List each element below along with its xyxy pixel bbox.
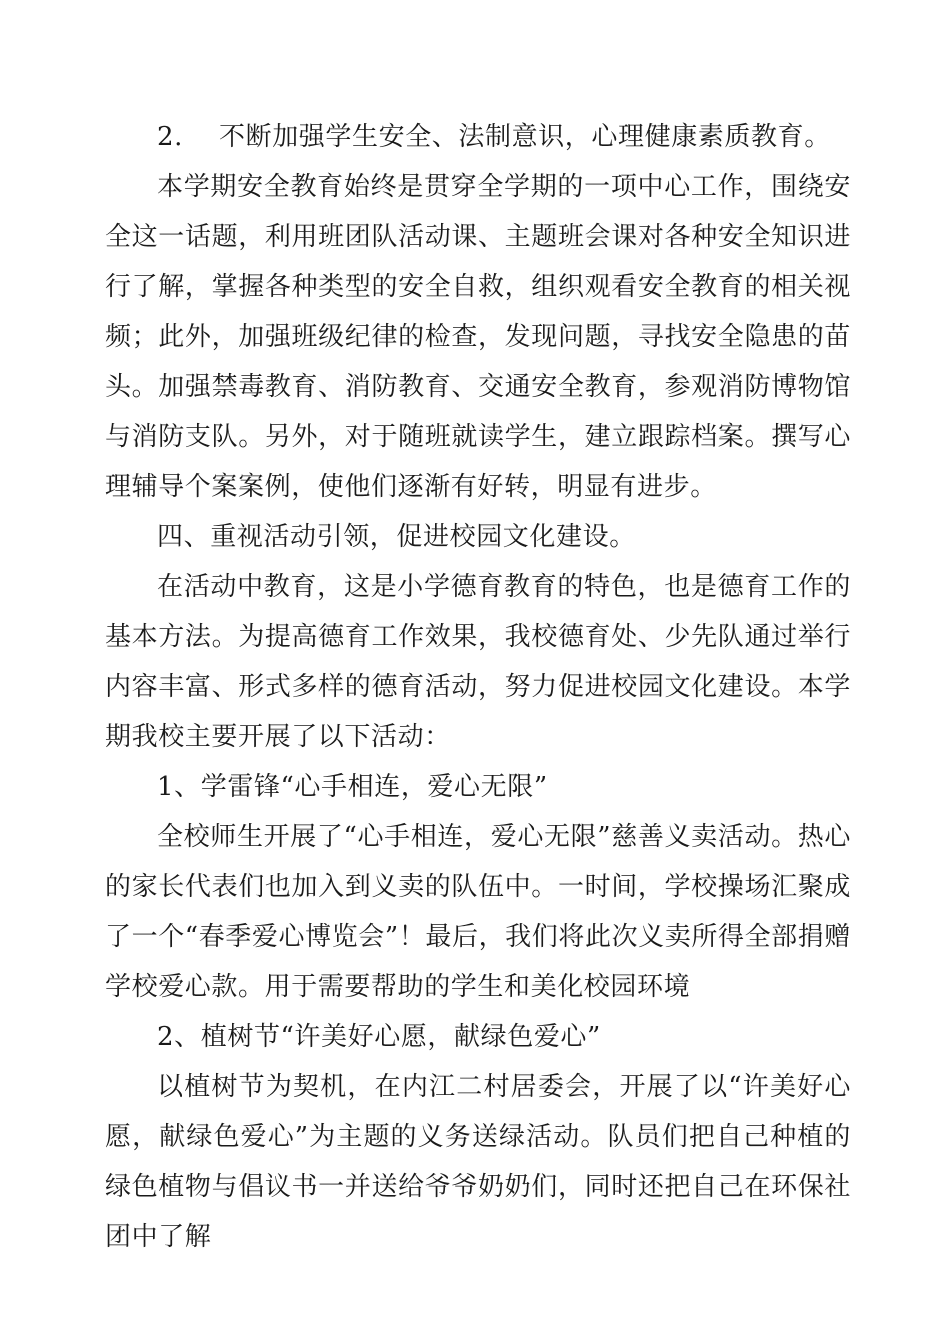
paragraph-tree-planting: 以植树节为契机，在内江二村居委会，开展了以“许美好心愿，献绿色爱心”为主题的义务送绿活动。队员们把自己种植的绿色植物与倡议书一并送给爷爷奶奶们，同时还把自己在环保社团中了解 xyxy=(105,1072,851,1252)
paragraph-activity-education: 在活动中教育，这是小学德育教育的特色，也是德育工作的基本方法。为提高德育工作效果，我校德育处、少先队通过举行内容丰富、形式多样的德育活动，努力促进校园文化建设。本学期我校主要开展了以下活动： xyxy=(105,572,851,752)
list-item-number: 2. xyxy=(157,122,184,152)
document-page xyxy=(105,112,851,1262)
subheading-2: 2、植树节“许美好心愿，献绿色爱心” xyxy=(157,1022,601,1052)
paragraph-safety-education: 本学期安全教育始终是贯穿全学期的一项中心工作，围绕安全这一话题，利用班团队活动课、主题班会课对各种安全知识进行了解，掌握各种类型的安全自救，组织观看安全教育的相关视频；此外，加强班级纪律的检查，发现问题，寻找安全隐患的苗头。加强禁毒教育、消防教育、交通安全教育，参观消防博物馆与消防支队。另外，对于随班就读学生，建立跟踪档案。撰写心理辅导个案案例，使他们逐渐有好转，明显有进步。 xyxy=(105,172,851,502)
list-item-2 xyxy=(105,112,851,162)
section-heading-4: 四、重视活动引领，促进校园文化建设。 xyxy=(157,522,636,552)
paragraph-charity-sale: 全校师生开展了“心手相连，爱心无限”慈善义卖活动。热心的家长代表们也加入到义卖的队伍中。一时间，学校操场汇聚成了一个“春季爱心博览会”！最后，我们将此次义卖所得全部捐赠学校爱心款。用于需要帮助的学生和美化校园环境 xyxy=(105,822,851,1002)
list-item-text: 不断加强学生安全、法制意识，心理健康素质教育。 xyxy=(219,122,831,152)
subheading-1: 1、学雷锋“心手相连，爱心无限” xyxy=(157,772,548,802)
